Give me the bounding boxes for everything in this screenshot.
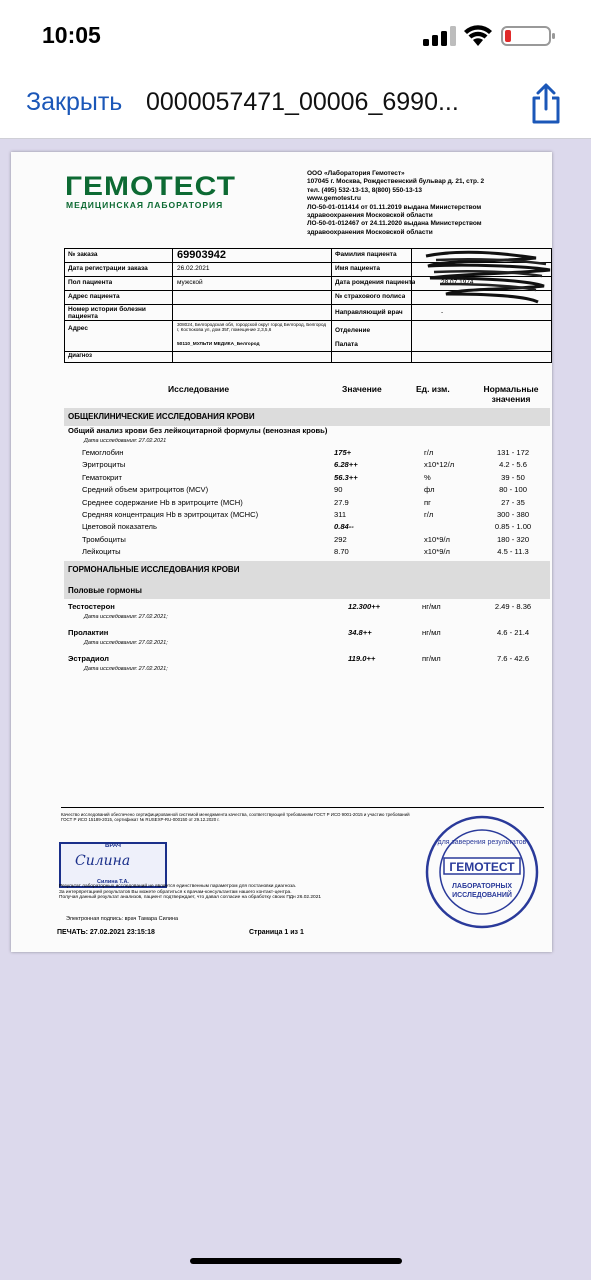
patient-address-label: Адрес пациента	[68, 293, 120, 300]
sex-value: мужской	[177, 279, 203, 286]
result-norm: 131 - 172	[496, 448, 530, 457]
result-norm: 39 - 50	[501, 472, 525, 482]
section-blood-band	[64, 408, 550, 426]
share-icon[interactable]	[526, 82, 566, 126]
disclaimer-line: Результат лабораторных исследований не является единственным параметром для постановки диагноза.	[59, 884, 297, 889]
result-row	[64, 521, 550, 533]
address-label: Адрес	[68, 325, 88, 332]
lab-round-stamp	[424, 814, 540, 930]
section-hormones-title: ГОРМОНАЛЬНЫЕ ИССЛЕДОВАНИЯ КРОВИ	[68, 564, 240, 574]
name-label: Имя пациента	[335, 265, 380, 272]
result-unit: x10*9/л	[424, 534, 450, 544]
results-header	[64, 384, 550, 410]
document-viewer[interactable]	[0, 139, 591, 1239]
subsection-title: Половые гормоны	[68, 585, 142, 595]
stamp-bottom-2: ИССЛЕДОВАНИЙ	[452, 892, 512, 899]
department-label: Отделение	[335, 327, 371, 334]
ward-label: Палата	[335, 341, 358, 348]
page-number: Страница 1 из 1	[249, 929, 304, 936]
section-hormones-band	[64, 561, 550, 581]
result-row	[64, 459, 550, 471]
company-line: здравоохранения Московской области	[307, 228, 433, 236]
address-value: 308024, Белгородская обл, городской округ город Белгород, Белгород г, Костюкова ул, дом 35Г, помещение 2,3,5,6	[177, 322, 327, 333]
company-line: ЛО-50-01-012467 от 24.11.2020 выдана Министерством	[307, 220, 482, 228]
result-unit: нг/мл	[422, 627, 441, 637]
result-unit: г/л	[424, 509, 434, 519]
doctor-value: -	[441, 309, 444, 316]
result-norm: 27 - 35	[501, 497, 525, 507]
result-norm: 4.2 - 5.6	[499, 460, 527, 470]
clock-time: 10:05	[42, 22, 101, 48]
study-date-text: Дата исследования: 27.02.2021;	[84, 665, 168, 672]
stamp-brand: ГЕМОТЕСТ	[449, 860, 515, 874]
company-line: тел. (495) 532-13-13, 8(800) 550-13-13	[307, 186, 422, 194]
doctor-stamp-title: ВРАЧ	[105, 843, 121, 849]
clinic-value: 50110_МУЛЬТИ МЕДИКА_Белгород	[177, 342, 260, 347]
doctor-signature: Силина	[75, 853, 131, 869]
result-unit: г/л	[424, 448, 434, 457]
doctor-stamp-name: Силина Т.А.	[97, 879, 129, 885]
home-indicator[interactable]	[190, 1258, 402, 1264]
order-number: 69903942	[177, 249, 226, 261]
study-date-text: Дата исследования: 27.02.2021	[84, 438, 167, 444]
result-row	[64, 653, 550, 665]
result-value: 311	[334, 509, 347, 519]
result-norm: 300 - 380	[496, 509, 530, 519]
result-norm: 7.6 - 42.6	[496, 653, 530, 663]
quality-cert-text: Качество исследований обеспечено сертифицированной системой менеджмента качества, соответствующей требованиям ГОСТ Р ИСО 9001-2015 и участию требований ГОСТ Р ИСО 15189-2015, сертификат № RUSEXP-RU-000150 от 29.12.2020 г.	[61, 812, 410, 823]
company-line: ООО «Лаборатория Гемотест»	[307, 170, 405, 177]
subsection-band	[64, 581, 550, 599]
birth-value: 28.07.1974	[441, 279, 474, 286]
diagnosis-label: Диагноз	[68, 353, 92, 359]
result-name: Среднее содержание Hb в эритроците (MCH)	[82, 497, 243, 507]
result-value: 27.9	[334, 497, 349, 507]
col-study: Исследование	[168, 384, 230, 394]
result-value: 34.8++	[348, 627, 372, 637]
result-norm: 0.85 - 1.00	[494, 522, 532, 532]
result-row	[64, 472, 550, 484]
disclaimer-line: За интерпретацией результатов Вы можете обратиться к врачам-консультантам нашего контакт-центра.	[59, 889, 292, 895]
col-unit: Ед. изм.	[416, 384, 450, 394]
result-value: 0.84--	[334, 522, 354, 532]
result-value: 56.3++	[334, 472, 358, 482]
result-name: Тестостерон	[68, 601, 115, 611]
results-table	[64, 408, 550, 675]
study-date	[64, 639, 550, 649]
result-value: 119.0++	[348, 653, 376, 663]
result-row	[64, 509, 550, 521]
result-value: 12.300++	[348, 601, 381, 611]
result-name: Средний объем эритроцитов (MCV)	[82, 485, 209, 495]
company-line: www.gemotest.ru	[307, 195, 361, 203]
study-date	[64, 665, 550, 675]
result-norm: 2.49 - 8.36	[494, 601, 532, 611]
result-norm: 4.5 - 11.3	[497, 547, 529, 557]
insurance-label: № страхового полиса	[335, 293, 406, 300]
result-value: 292	[334, 534, 347, 544]
result-name: Лейкоциты	[82, 547, 121, 557]
result-row	[64, 534, 550, 546]
col-value: Значение	[342, 384, 382, 394]
stamp-bottom-1: ЛАБОРАТОРНЫХ	[452, 883, 512, 890]
result-value: 175+	[334, 448, 352, 457]
company-line: ЛО-50-01-011414 от 01.11.2019 выдана Министерством	[307, 203, 482, 211]
order-label: № заказа	[68, 251, 98, 258]
company-line: 107045 г. Москва, Рождественский бульвар д. 21, стр. 2	[307, 178, 485, 186]
result-name: Пролактин	[68, 627, 109, 637]
disclaimer	[59, 884, 419, 901]
result-value: 6.28++	[334, 460, 358, 470]
birth-label: Дата рождения пациента	[335, 279, 416, 286]
print-date: ПЕЧАТЬ: 27.02.2021 23:15:18	[57, 929, 155, 936]
result-name: Эритроциты	[82, 460, 126, 470]
result-row	[64, 497, 550, 509]
viewer-nav-bar	[0, 70, 591, 139]
doctor-stamp	[59, 842, 167, 888]
cellular-signal-icon	[423, 26, 457, 46]
result-value: 90	[334, 485, 343, 495]
result-value: 8.70	[334, 547, 349, 557]
result-row	[64, 546, 550, 558]
disclaimer-line: Получая данный результат анализов, пациент подтверждает, что давал согласие на обработку своих ПДн 26.02.2021	[59, 895, 322, 901]
stamp-top-text: для заверения результатов	[437, 839, 527, 846]
lab-report-page	[11, 152, 552, 952]
test-title	[64, 426, 550, 437]
result-row	[64, 627, 550, 639]
close-button[interactable]: Закрыть	[26, 88, 123, 116]
result-unit: фл	[424, 485, 435, 495]
company-info	[307, 170, 547, 237]
status-bar	[0, 0, 591, 70]
result-norm: 80 - 100	[499, 485, 527, 495]
electronic-signature: Электронная подпись: врач Тамара Силина	[66, 916, 179, 922]
result-name: Гемоглобин	[82, 448, 124, 457]
doctor-label: Направляющий врач	[335, 309, 403, 316]
reg-date-value: 26.02.2021	[177, 265, 210, 272]
company-line: здравоохранения Московской области	[307, 212, 433, 220]
status-icons	[423, 24, 563, 48]
document-title: 0000057471_00006_6990...	[146, 88, 459, 116]
reg-date-label: Дата регистрации заказа	[68, 265, 148, 272]
wifi-icon	[463, 24, 493, 48]
result-unit: нг/мл	[422, 601, 441, 611]
sex-label: Пол пациента	[68, 279, 113, 286]
result-row	[64, 601, 550, 613]
result-name: Средняя концентрация Hb в эритроцитах (MCHC)	[82, 509, 259, 519]
study-date	[64, 437, 550, 447]
result-row	[64, 484, 550, 496]
study-date-text: Дата исследования: 27.02.2021;	[84, 613, 168, 620]
col-normal-2: значения	[491, 394, 531, 404]
result-norm: 4.6 - 21.4	[496, 627, 530, 637]
logo-tagline: МЕДИЦИНСКАЯ ЛАБОРАТОРИЯ	[66, 200, 224, 210]
footer-divider	[61, 807, 544, 808]
redaction-scribble	[416, 248, 556, 306]
result-name: Цветовой показатель	[82, 522, 157, 532]
section-blood-title: ОБЩЕКЛИНИЧЕСКИЕ ИССЛЕДОВАНИЯ КРОВИ	[68, 412, 255, 421]
study-date-text: Дата исследования: 27.02.2021;	[84, 639, 168, 646]
result-unit: x10*12/л	[424, 460, 455, 470]
result-name: Гематокрит	[82, 472, 122, 482]
test-title-text: Общий анализ крови без лейкоцитарной формулы (венозная кровь)	[68, 426, 328, 435]
result-unit: x10*9/л	[424, 547, 450, 557]
col-normal-1: Нормальные	[483, 384, 539, 394]
result-unit: пг/мл	[422, 653, 441, 663]
result-name: Тромбоциты	[82, 534, 126, 544]
result-unit: %	[424, 472, 431, 482]
result-name: Эстрадиол	[68, 653, 109, 663]
gemotest-logo: ГЕМОТЕСТ	[65, 171, 236, 202]
result-row	[64, 447, 550, 459]
history-label: Номер истории болезни пациента	[68, 306, 146, 320]
battery-low-icon	[501, 26, 557, 46]
result-unit: пг	[424, 497, 431, 507]
surname-label: Фамилия пациента	[335, 251, 397, 258]
study-date	[64, 613, 550, 623]
result-norm: 180 - 320	[496, 534, 530, 544]
